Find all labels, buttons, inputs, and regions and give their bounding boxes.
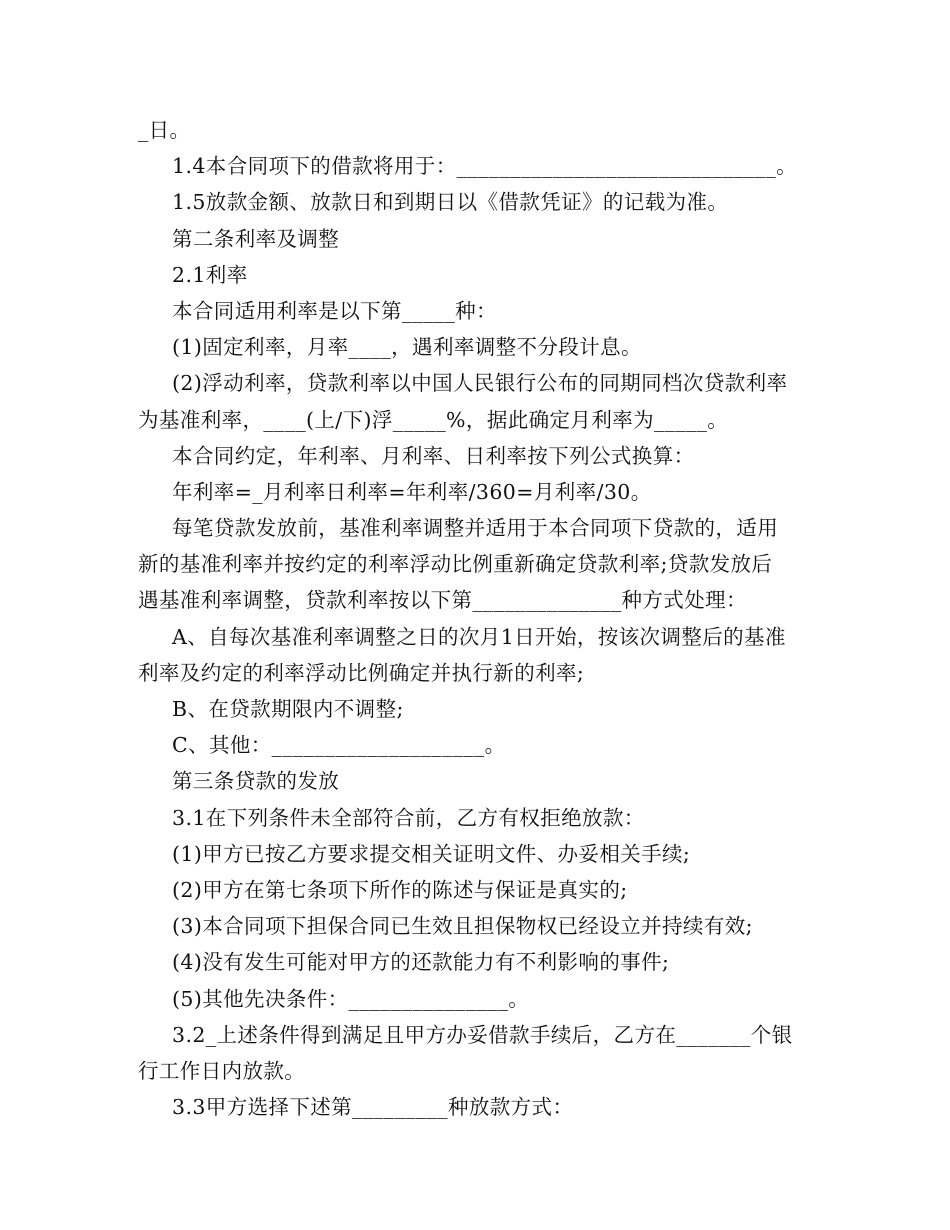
text-line: (1)固定利率，月率____，遇利率调整不分段计息。 (172, 335, 642, 360)
text-line: _日。 (138, 118, 191, 142)
contract-text (138, 112, 818, 1125)
text-line: 行工作日内放款。 (138, 1058, 306, 1083)
clause-1-4: 1.4本合同项下的借款将用于：______________________________。 (172, 154, 798, 179)
option-c: C、其他：____________________。 (172, 733, 506, 758)
condition-4: (4)没有发生可能对甲方的还款能力有不利影响的事件; (172, 950, 670, 975)
text-line: 新的基准利率并按约定的利率浮动比例重新确定贷款利率;贷款发放后 (138, 552, 773, 577)
condition-2: (2)甲方在第七条项下所作的陈述与保证是真实的; (172, 877, 628, 902)
clause-3-2: 3.2_上述条件得到满足且甲方办妥借款手续后，乙方在_______个银 (172, 1022, 793, 1047)
article-2-heading: 第二条利率及调整 (172, 226, 340, 251)
clause-3-1: 3.1在下列条件未全部符合前，乙方有权拒绝放款： (172, 805, 645, 830)
clause-3-3: 3.3甲方选择下述第_________种放款方式： (172, 1095, 574, 1120)
condition-5: (5)其他先决条件：_______________。 (172, 986, 530, 1011)
article-3-heading: 第三条贷款的发放 (172, 769, 340, 794)
option-a: A、自每次基准利率调整之日的次月1日开始，按该次调整后的基准 (172, 624, 786, 649)
clause-1-5: 1.5放款金额、放款日和到期日以《借款凭证》的记载为准。 (172, 190, 729, 215)
text-line: 本合同约定，年利率、月利率、日利率按下列公式换算： (172, 443, 695, 468)
text-line: 为基准利率，____(上/下)浮_____%，据此确定月利率为_____。 (138, 407, 729, 432)
text-line: 本合同适用利率是以下第_____种： (172, 298, 497, 323)
text-line: 利率及约定的利率浮动比例确定并执行新的利率; (138, 660, 585, 685)
text-line: 遇基准利率调整，贷款利率按以下第______________种方式处理： (138, 588, 747, 613)
text-line: (2)浮动利率，贷款利率以中国人民银行公布的同期同档次贷款利率 (172, 371, 788, 396)
condition-1: (1)甲方已按乙方要求提交相关证明文件、办妥相关手续; (172, 841, 691, 866)
text-line: 每笔贷款发放前，基准利率调整并适用于本合同项下贷款的，适用 (172, 516, 779, 541)
formula-line: 年利率=_月利率日利率=年利率/360=月利率/30。 (172, 479, 652, 504)
condition-3: (3)本合同项下担保合同已生效且担保物权已经设立并持续有效; (172, 914, 753, 939)
clause-2-1-heading: 2.1利率 (172, 262, 248, 287)
option-b: B、在贷款期限内不调整; (172, 697, 404, 721)
